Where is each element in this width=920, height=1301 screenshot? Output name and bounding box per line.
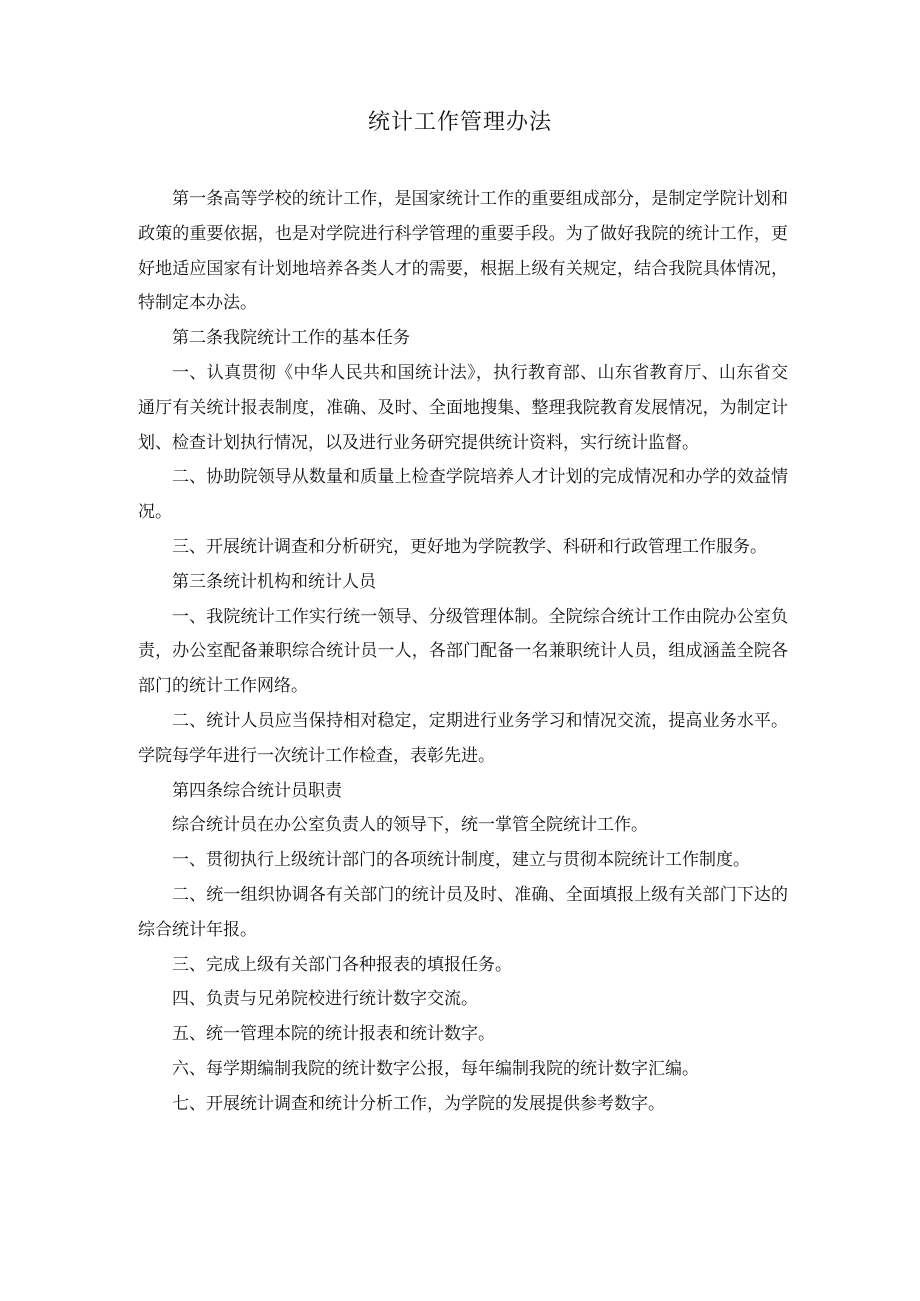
paragraph-article-2-item-3: 三、开展统计调查和分析研究，更好地为学院教学、科研和行政管理工作服务。: [172, 536, 767, 557]
page-title: 统计工作管理办法: [367, 110, 552, 135]
paragraph-article-4-item-4: 四、负责与兄弟院校进行统计数字交流。: [172, 989, 478, 1010]
paragraph-article-4-item-7: 七、开展统计调查和统计分析工作，为学院的发展提供参考数字。: [172, 1093, 665, 1114]
heading-article-3: 第三条统计机构和统计人员: [172, 571, 376, 592]
paragraph-article-3-item-2: 二、统计人员应当保持相对稳定，定期进行业务学习和情况交流，提高业务水平。学院每学年进行一次统计工作检查，表彰先进。: [138, 710, 788, 766]
paragraph-article-4-item-3: 三、完成上级有关部门各种报表的填报任务。: [172, 954, 512, 975]
paragraph-article-4-item-5: 五、统一管理本院的统计报表和统计数字。: [172, 1024, 495, 1045]
paragraph-article-2-item-1: 一、认真贯彻《中华人民共和国统计法》，执行教育部、山东省教育厅、山东省交通厅有关统计报表制度，准确、及时、全面地搜集、整理我院教育发展情况，为制定计划、检查计划执行情况，以及进行业务研究提供统计资料，实行统计监督。: [138, 362, 788, 453]
paragraph-article-4-item-2: 二、统一组织协调各有关部门的统计员及时、准确、全面填报上级有关部门下达的综合统计年报。: [138, 884, 788, 940]
paragraph-article-4-intro: 综合统计员在办公室负责人的领导下，统一掌管全院统计工作。: [172, 815, 648, 836]
paragraph-article-1: 第一条高等学校的统计工作，是国家统计工作的重要组成部分，是制定学院计划和政策的重要依据，也是对学院进行科学管理的重要手段。为了做好我院的统计工作，更好地适应国家有计划地培养各类人才的需要，根据上级有关规定，结合我院具体情况，特制定本办法。: [138, 189, 788, 314]
document-body: [138, 182, 788, 1122]
heading-article-4: 第四条综合统计员职责: [172, 780, 342, 801]
paragraph-article-4-item-6: 六、每学期编制我院的统计数字公报，每年编制我院的统计数字汇编。: [172, 1058, 699, 1079]
heading-article-2: 第二条我院统计工作的基本任务: [172, 328, 410, 349]
paragraph-article-4-item-1: 一、贯彻执行上级统计部门的各项统计制度，建立与贯彻本院统计工作制度。: [172, 850, 750, 871]
paragraph-article-2-item-2: 二、协助院领导从数量和质量上检查学院培养人才计划的完成情况和办学的效益情况。: [138, 467, 788, 523]
paragraph-article-3-item-1: 一、我院统计工作实行统一领导、分级管理体制。全院综合统计工作由院办公室负责，办公室配备兼职综合统计员一人，各部门配备一名兼职统计人员，组成涵盖全院各部门的统计工作网络。: [138, 606, 788, 697]
